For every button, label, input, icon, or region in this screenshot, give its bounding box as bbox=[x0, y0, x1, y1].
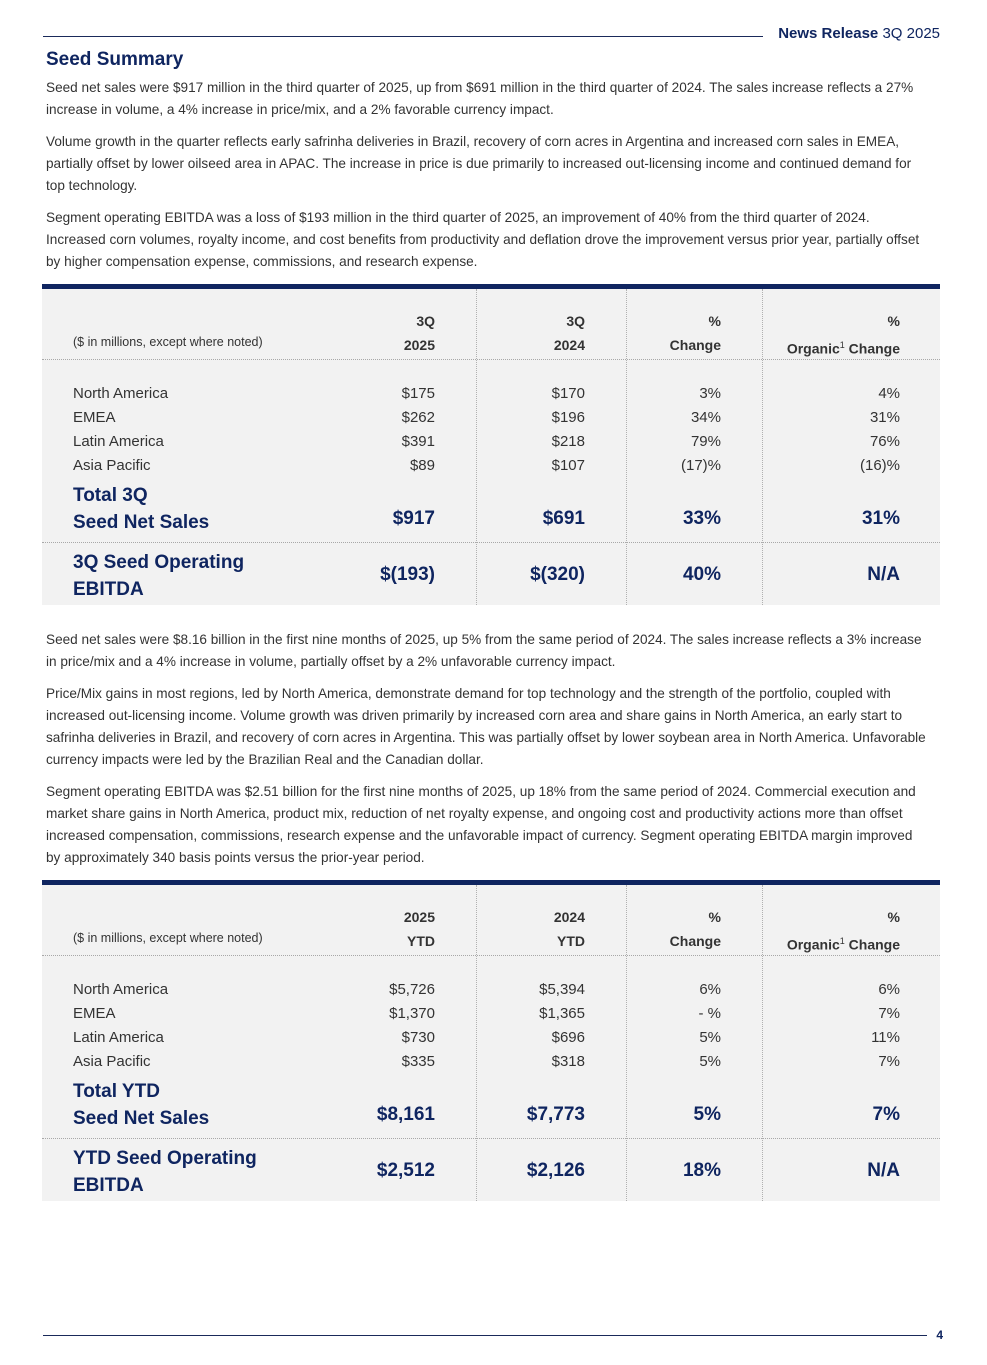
paragraph-q3-sales: Seed net sales were $917 million in the third quarter of 2025, up from $691 million in the third quarter of 2024. The sales increase reflects a 27% increase in volume, a 4% increase in price/mix, and a 2% favorable currency impact. bbox=[46, 80, 914, 117]
table-row: Latin America $730 $696 5% 11% bbox=[73, 1029, 900, 1046]
ebitda-row: YTD Seed Operating EBITDA $2,512 $2,126 18% N/A bbox=[42, 1138, 940, 1201]
column-header-3q-2024: 3Q 2024 bbox=[553, 313, 585, 353]
table-row: North America $5,726 $5,394 6% 6% bbox=[73, 981, 900, 998]
table-row: North America $175 $170 3% 4% bbox=[73, 385, 900, 402]
column-header-2024-ytd: 2024 YTD bbox=[553, 909, 585, 949]
table-note: ($ in millions, except where noted) bbox=[73, 931, 263, 945]
column-header-2025-ytd: 2025 YTD bbox=[403, 909, 435, 949]
table-header bbox=[42, 289, 940, 357]
table-row: Asia Pacific $89 $107 (17)% (16)% bbox=[73, 457, 900, 474]
table-body bbox=[42, 360, 940, 605]
total-row: Total YTD Seed Net Sales $8,161 $7,773 5% 7% bbox=[73, 1081, 900, 1129]
paragraph-ytd-ebitda: Segment operating EBITDA was $2.51 billion for the first nine months of 2025, up 18% from the same period of 2024. Commercial execution and market share gains in North America, product mix, reduction of net royalty expense, and ongoing cost and productivity actions more than offset increased compensation, commissions, research expense and the unfavorable impact of currency. Segment operating EBITDA margin improved by approximately 340 basis points versus the prior-year period. bbox=[46, 784, 916, 865]
table-row: EMEA $262 $196 34% 31% bbox=[73, 409, 900, 426]
table-row: Asia Pacific $335 $318 5% 7% bbox=[73, 1053, 900, 1070]
table-row: Latin America $391 $218 79% 76% bbox=[73, 433, 900, 450]
page-number: 4 bbox=[936, 1328, 943, 1342]
total-row: Total 3Q Seed Net Sales $917 $691 33% 31% bbox=[73, 485, 900, 533]
table-row: EMEA $1,370 $1,365 - % 7% bbox=[73, 1005, 900, 1022]
header-rule bbox=[43, 36, 763, 37]
table-q3 bbox=[42, 284, 940, 605]
column-header-change: % Change bbox=[669, 313, 721, 353]
table-body bbox=[42, 956, 940, 1201]
ebitda-row: 3Q Seed Operating EBITDA $(193) $(320) 40% N/A bbox=[42, 542, 940, 605]
table-ytd bbox=[42, 880, 940, 1201]
header-label: News Release 3Q 2025 bbox=[778, 25, 940, 42]
column-header-3q-2025: 3Q 2025 bbox=[403, 313, 435, 353]
column-header-change: % Change bbox=[669, 909, 721, 949]
column-header-organic-change: % Organic$^1$ Change bbox=[786, 909, 900, 953]
paragraph-q3-volume: Volume growth in the quarter reflects early safrinha deliveries in Brazil, recovery of corn acres in Argentina and increased corn sales in EMEA, partially offset by lower oilseed area in APAC. The increase in price is due primarily to increased out-licensing income and continued demand for top technology. bbox=[46, 134, 912, 193]
section-title: Seed Summary bbox=[46, 49, 184, 70]
footer-rule bbox=[43, 1335, 927, 1336]
column-header-organic-change: % Organic$^1$ Change bbox=[786, 313, 900, 357]
paragraph-q3-ebitda: Segment operating EBITDA was a loss of $193 million in the third quarter of 2025, an improvement of 40% from the third quarter of 2024. Increased corn volumes, royalty income, and cost benefits from productivity and deflation drove the improvement versus prior year, partially offset by higher compensation expense, commissions, and research expense. bbox=[46, 210, 920, 269]
paragraph-ytd-sales: Seed net sales were $8.16 billion in the first nine months of 2025, up 5% from the same period of 2024. The sales increase reflects a 3% increase in price/mix and a 4% increase in volume, partially offset by a 2% unfavorable currency impact. bbox=[46, 632, 922, 669]
paragraph-ytd-price-mix: Price/Mix gains in most regions, led by North America, demonstrate demand for top technology and the strength of the portfolio, coupled with increased out-licensing income. Volume growth was driven primarily by increased corn area and share gains in North America, an early start to safrinha deliveries in Brazil, and recovery of corn acres in Argentina. This was partially offset by lower soybean area in North America. Unfavorable currency impacts were led by the Brazilian Real and the Canadian dollar. bbox=[46, 686, 926, 767]
table-header bbox=[42, 885, 940, 953]
table-note: ($ in millions, except where noted) bbox=[73, 335, 263, 349]
